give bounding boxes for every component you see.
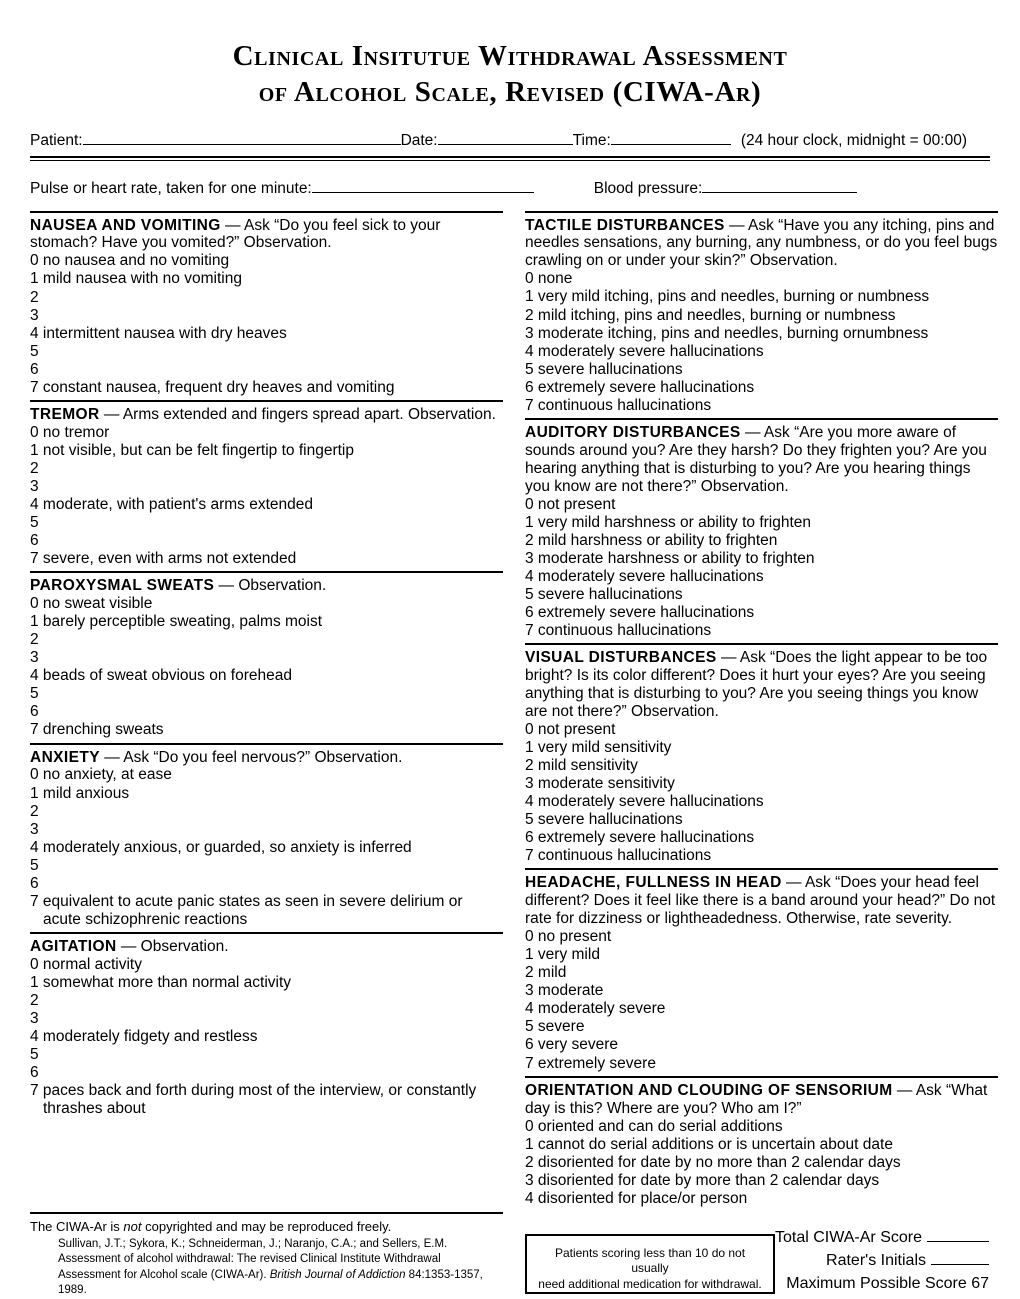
section-item-list — [30, 766, 503, 928]
section-rule — [30, 211, 503, 213]
section-item-list — [30, 424, 503, 568]
section-prompt: — Observation. — [120, 937, 229, 955]
severity-item[interactable]: 0 not present — [525, 720, 616, 738]
maximum-score-note: Maximum Possible Score 67 — [786, 1275, 989, 1293]
severity-item[interactable]: 5 severe — [525, 1018, 585, 1036]
section-heading — [525, 424, 998, 496]
copyright-text-pre: The CIWA-Ar is — [30, 1218, 124, 1234]
section-paroxysmal-sweats — [30, 568, 503, 739]
section-item-list — [525, 721, 998, 865]
rater-initials-input[interactable] — [931, 1252, 989, 1265]
severity-item[interactable]: 6 extremely severe hallucinations — [525, 378, 755, 396]
severity-item[interactable]: 7 continuous hallucinations — [525, 396, 712, 414]
severity-item[interactable]: 1 very mild — [525, 946, 600, 964]
severity-item[interactable]: 7 extremely severe — [525, 1054, 656, 1072]
section-heading — [30, 938, 503, 956]
severity-item[interactable]: 7 paces back and forth during most of the interview, or constantly thrashes about — [30, 1082, 477, 1118]
rater-initials-row — [775, 1249, 989, 1272]
severity-item[interactable]: 2 — [30, 631, 39, 649]
severity-item[interactable]: 5 — [30, 342, 39, 360]
section-rule — [525, 1076, 998, 1078]
severity-item[interactable]: 1 very mild itching, pins and needles, burning or numbness — [525, 288, 930, 306]
severity-item[interactable]: 3 moderate sensitivity — [525, 775, 675, 793]
advice-line-2: need additional medication for withdrawal. — [538, 1276, 762, 1291]
footer — [30, 1212, 990, 1299]
time-format-note: (24 hour clock, midnight = 00:00) — [740, 131, 967, 149]
severity-item[interactable]: 2 disoriented for date by no more than 2 calendar days — [525, 1153, 901, 1171]
severity-item[interactable]: 6 — [30, 874, 39, 892]
section-item-list — [30, 956, 503, 1118]
severity-item[interactable]: 0 oriented and can do serial additions — [525, 1117, 783, 1135]
citation-authors: Sullivan, J.T.; Sykora, K.; Schneiderman, J.; Naranjo, C.A.; and Sellers, E.M. — [58, 1237, 448, 1250]
section-heading — [30, 749, 503, 767]
severity-item[interactable]: 2 — [30, 288, 39, 306]
section-nausea-and-vomiting — [30, 208, 503, 397]
severity-item[interactable]: 6 — [30, 360, 39, 378]
severity-item[interactable]: 3 — [30, 477, 39, 495]
total-score-input[interactable] — [927, 1229, 989, 1242]
section-rule — [525, 418, 998, 420]
severity-item[interactable]: 1 mild anxious — [30, 784, 130, 802]
time-input[interactable] — [611, 131, 731, 145]
severity-item[interactable]: 4 beads of sweat obvious on forehead — [30, 667, 292, 685]
section-prompt: — Ask “Does the light appear to be too bright? Is its color different? Does it hurt your eyes? Are you seeing anything that is disturbing to you? Are you seeing things you know are not there?” Observation. — [525, 649, 988, 720]
section-title: NAUSEA AND VOMITING — [30, 216, 221, 234]
section-prompt: — Ask “Do you feel nervous?” Observation. — [104, 748, 403, 766]
severity-item[interactable]: 0 not present — [525, 495, 616, 513]
advice-line-1: Patients scoring less than 10 do not usually — [554, 1245, 746, 1276]
severity-item[interactable]: 3 — [30, 1010, 39, 1027]
date-label: Date: — [400, 131, 438, 149]
time-label: Time: — [572, 131, 611, 149]
section-rule — [30, 400, 503, 402]
section-item-list — [525, 928, 998, 1072]
section-rule — [30, 571, 503, 573]
citation-source — [58, 1268, 503, 1299]
severity-item[interactable]: 6 extremely severe hallucinations — [525, 829, 755, 847]
section-heading — [30, 217, 503, 253]
citation-source-pre: Assessment for Alcohol scale (CIWA-Ar). — [58, 1268, 270, 1281]
severity-item[interactable]: 5 severe hallucinations — [525, 585, 683, 603]
section-prompt: — Arms extended and fingers spread apart. Observation. — [103, 405, 496, 423]
patient-identification-row — [30, 131, 990, 150]
section-prompt: — Ask “Are you more aware of sounds around you? Are they harsh? Do they frighten you? Are you hearing anything that is disturbing to you? Are you hearing things you know are not there?” Observation. — [525, 423, 987, 495]
rater-initials-label: Rater's Initials — [826, 1251, 926, 1269]
vitals-row — [30, 179, 990, 198]
citation-source-post: 84:1353-1357, 1989. — [58, 1268, 483, 1297]
severity-item[interactable]: 4 moderately severe hallucinations — [525, 793, 764, 811]
severity-item[interactable]: 1 very mild sensitivity — [525, 738, 672, 756]
severity-item[interactable]: 7 constant nausea, frequent dry heaves and vomiting — [30, 378, 395, 396]
section-title: TACTILE DISTURBANCES — [525, 216, 725, 234]
severity-item[interactable]: 5 — [30, 514, 39, 532]
severity-item[interactable]: 1 somewhat more than normal activity — [30, 973, 292, 991]
severity-item[interactable]: 7 drenching sweats — [30, 721, 164, 739]
section-headache-fullness-in-head — [525, 865, 998, 1072]
severity-item[interactable]: 5 — [30, 1046, 39, 1064]
severity-item[interactable]: 4 moderately severe — [525, 1000, 666, 1018]
citation-journal-name: British Journal of Addiction — [269, 1268, 406, 1281]
scoring-block — [503, 1212, 993, 1299]
severity-item[interactable]: 4 moderately fidgety and restless — [30, 1028, 258, 1046]
severity-item[interactable]: 3 — [30, 820, 39, 838]
assessment-columns — [30, 208, 998, 1208]
severity-item[interactable]: 1 barely perceptible sweating, palms moist — [30, 613, 323, 631]
pulse-input[interactable] — [312, 179, 534, 193]
blood-pressure-input[interactable] — [702, 179, 857, 193]
reference-citation — [58, 1237, 503, 1299]
severity-item[interactable]: 5 severe hallucinations — [525, 360, 683, 378]
severity-item[interactable]: 0 no sweat visible — [30, 595, 153, 613]
patient-input[interactable] — [83, 131, 401, 145]
medication-advice-box — [525, 1234, 775, 1294]
severity-item[interactable]: 0 no nausea and no vomiting — [30, 252, 230, 270]
section-title: VISUAL DISTURBANCES — [525, 649, 717, 667]
section-prompt: — Ask “Have you any itching, pins and needles sensations, any burning, any numbness, or do you feel bugs crawling on or under your skin?” Observation. — [525, 216, 998, 270]
severity-item[interactable]: 2 mild itching, pins and needles, burning or numbness — [525, 306, 896, 324]
section-item-list — [525, 270, 998, 414]
section-anxiety — [30, 740, 503, 929]
severity-item[interactable]: 7 continuous hallucinations — [525, 621, 712, 639]
section-rule — [525, 643, 998, 645]
severity-item[interactable]: 2 — [30, 802, 39, 820]
severity-item[interactable]: 4 moderately severe hallucinations — [525, 567, 764, 585]
title-line-1: Clinical Insitutue Withdrawal Assessment — [232, 40, 788, 72]
citation-block — [30, 1212, 503, 1299]
severity-item[interactable]: 2 — [30, 459, 39, 477]
severity-item[interactable]: 4 moderate, with patient's arms extended — [30, 495, 313, 513]
severity-item[interactable]: 5 — [30, 856, 39, 874]
score-summary — [775, 1226, 993, 1299]
section-title: AGITATION — [30, 937, 117, 955]
copyright-text-post: copyrighted and may be reproduced freely. — [141, 1218, 392, 1234]
section-heading — [525, 217, 998, 271]
severity-item[interactable]: 0 normal activity — [30, 955, 142, 973]
section-item-list — [525, 1118, 998, 1208]
blood-pressure-label: Blood pressure: — [593, 179, 703, 197]
section-heading — [30, 406, 503, 424]
section-heading — [525, 649, 998, 721]
section-title: AUDITORY DISTURBANCES — [525, 423, 741, 441]
section-title: TREMOR — [30, 405, 100, 423]
section-prompt: — Ask “Do you feel sick to your stomach? Have you vomited?” Observation. — [30, 216, 441, 252]
severity-item[interactable]: 1 cannot do serial additions or is uncertain about date — [525, 1135, 893, 1153]
severity-item[interactable]: 4 moderately anxious, or guarded, so anxiety is inferred — [30, 838, 412, 856]
severity-item[interactable]: 7 severe, even with arms not extended — [30, 550, 297, 568]
section-rule — [30, 743, 503, 745]
citation-title: Assessment of alcohol withdrawal: The revised Clinical Institute Withdrawal — [58, 1253, 441, 1266]
left-column — [30, 208, 503, 1208]
severity-item[interactable]: 6 extremely severe hallucinations — [525, 603, 755, 621]
severity-item[interactable]: 3 — [30, 306, 39, 324]
severity-item[interactable]: 0 no tremor — [30, 423, 110, 441]
severity-item[interactable]: 3 — [30, 649, 39, 667]
section-title: PAROXYSMAL SWEATS — [30, 577, 215, 595]
section-heading — [525, 874, 998, 928]
severity-item[interactable]: 6 — [30, 703, 39, 721]
severity-item[interactable]: 7 equivalent to acute panic states as seen in severe delirium or acute schizophrenic reactions — [30, 892, 463, 928]
patient-label: Patient: — [30, 131, 83, 149]
severity-item[interactable]: 2 — [30, 991, 39, 1009]
page-title — [30, 38, 990, 111]
section-auditory-disturbances — [525, 415, 998, 640]
severity-item[interactable]: 3 disoriented for date by more than 2 calendar days — [525, 1171, 880, 1189]
severity-item[interactable]: 0 none — [525, 270, 573, 288]
copyright-notice — [30, 1219, 503, 1236]
section-rule — [525, 868, 998, 870]
section-rule — [525, 211, 998, 213]
section-heading — [30, 577, 503, 595]
severity-item[interactable]: 0 no present — [525, 928, 612, 946]
severity-item[interactable]: 6 very severe — [525, 1036, 619, 1054]
severity-item[interactable]: 2 mild sensitivity — [525, 757, 638, 774]
section-agitation — [30, 929, 503, 1118]
severity-item[interactable]: 2 mild harshness or ability to frighten — [525, 531, 778, 549]
severity-item[interactable]: 6 — [30, 532, 39, 550]
severity-item[interactable]: 1 very mild harshness or ability to frighten — [525, 513, 812, 531]
severity-item[interactable]: 2 mild — [525, 964, 567, 982]
severity-item[interactable]: 1 not visible, but can be felt fingertip to fingertip — [30, 441, 354, 459]
severity-item[interactable]: 0 no anxiety, at ease — [30, 766, 172, 784]
section-item-list — [525, 496, 998, 640]
section-item-list — [30, 252, 503, 396]
right-column — [525, 208, 998, 1208]
severity-item[interactable]: 4 intermittent nausea with dry heaves — [30, 324, 287, 342]
severity-item[interactable]: 3 moderate itching, pins and needles, burning ornumbness — [525, 324, 929, 342]
severity-item[interactable]: 1 mild nausea with no vomiting — [30, 270, 242, 288]
total-score-row — [775, 1226, 989, 1249]
severity-item[interactable]: 4 disoriented for place/or person — [525, 1189, 748, 1207]
severity-item[interactable]: 5 severe hallucinations — [525, 811, 683, 829]
footer-rule — [30, 1212, 503, 1214]
severity-item[interactable]: 4 moderately severe hallucinations — [525, 342, 764, 360]
section-prompt: — Observation. — [218, 577, 327, 595]
section-tremor — [30, 397, 503, 568]
title-line-2: of Alcohol Scale, Revised (CIWA-Ar) — [258, 76, 762, 109]
section-visual-disturbances — [525, 640, 998, 865]
section-title: ORIENTATION AND CLOUDING OF SENSORIUM — [525, 1081, 893, 1099]
severity-item[interactable]: 6 — [30, 1064, 39, 1082]
section-heading — [525, 1082, 998, 1118]
section-prompt: — Ask “Does your head feel different? Does it feel like there is a band around your head?” Do not rate for dizziness or lightheadedness. Otherwise, rate severity. — [525, 874, 996, 928]
section-title: ANXIETY — [30, 748, 100, 766]
severity-item[interactable]: 7 continuous hallucinations — [525, 847, 712, 865]
section-prompt: — Ask “What day is this? Where are you? Who am I?” — [525, 1081, 988, 1117]
header-divider — [30, 156, 990, 161]
section-rule — [30, 932, 503, 934]
total-score-label: Total CIWA-Ar Score — [775, 1228, 922, 1246]
copyright-text-emphasis: not — [123, 1218, 142, 1234]
date-input[interactable] — [438, 131, 573, 145]
pulse-label: Pulse or heart rate, taken for one minute: — [30, 179, 312, 197]
section-orientation-and-clouding-of-sensorium — [525, 1073, 998, 1208]
section-tactile-disturbances — [525, 208, 998, 415]
severity-item[interactable]: 3 moderate — [525, 982, 604, 1000]
severity-item[interactable]: 3 moderate harshness or ability to frighten — [525, 549, 815, 567]
severity-item[interactable]: 5 — [30, 685, 39, 703]
section-item-list — [30, 595, 503, 739]
section-title: HEADACHE, FULLNESS IN HEAD — [525, 874, 782, 892]
